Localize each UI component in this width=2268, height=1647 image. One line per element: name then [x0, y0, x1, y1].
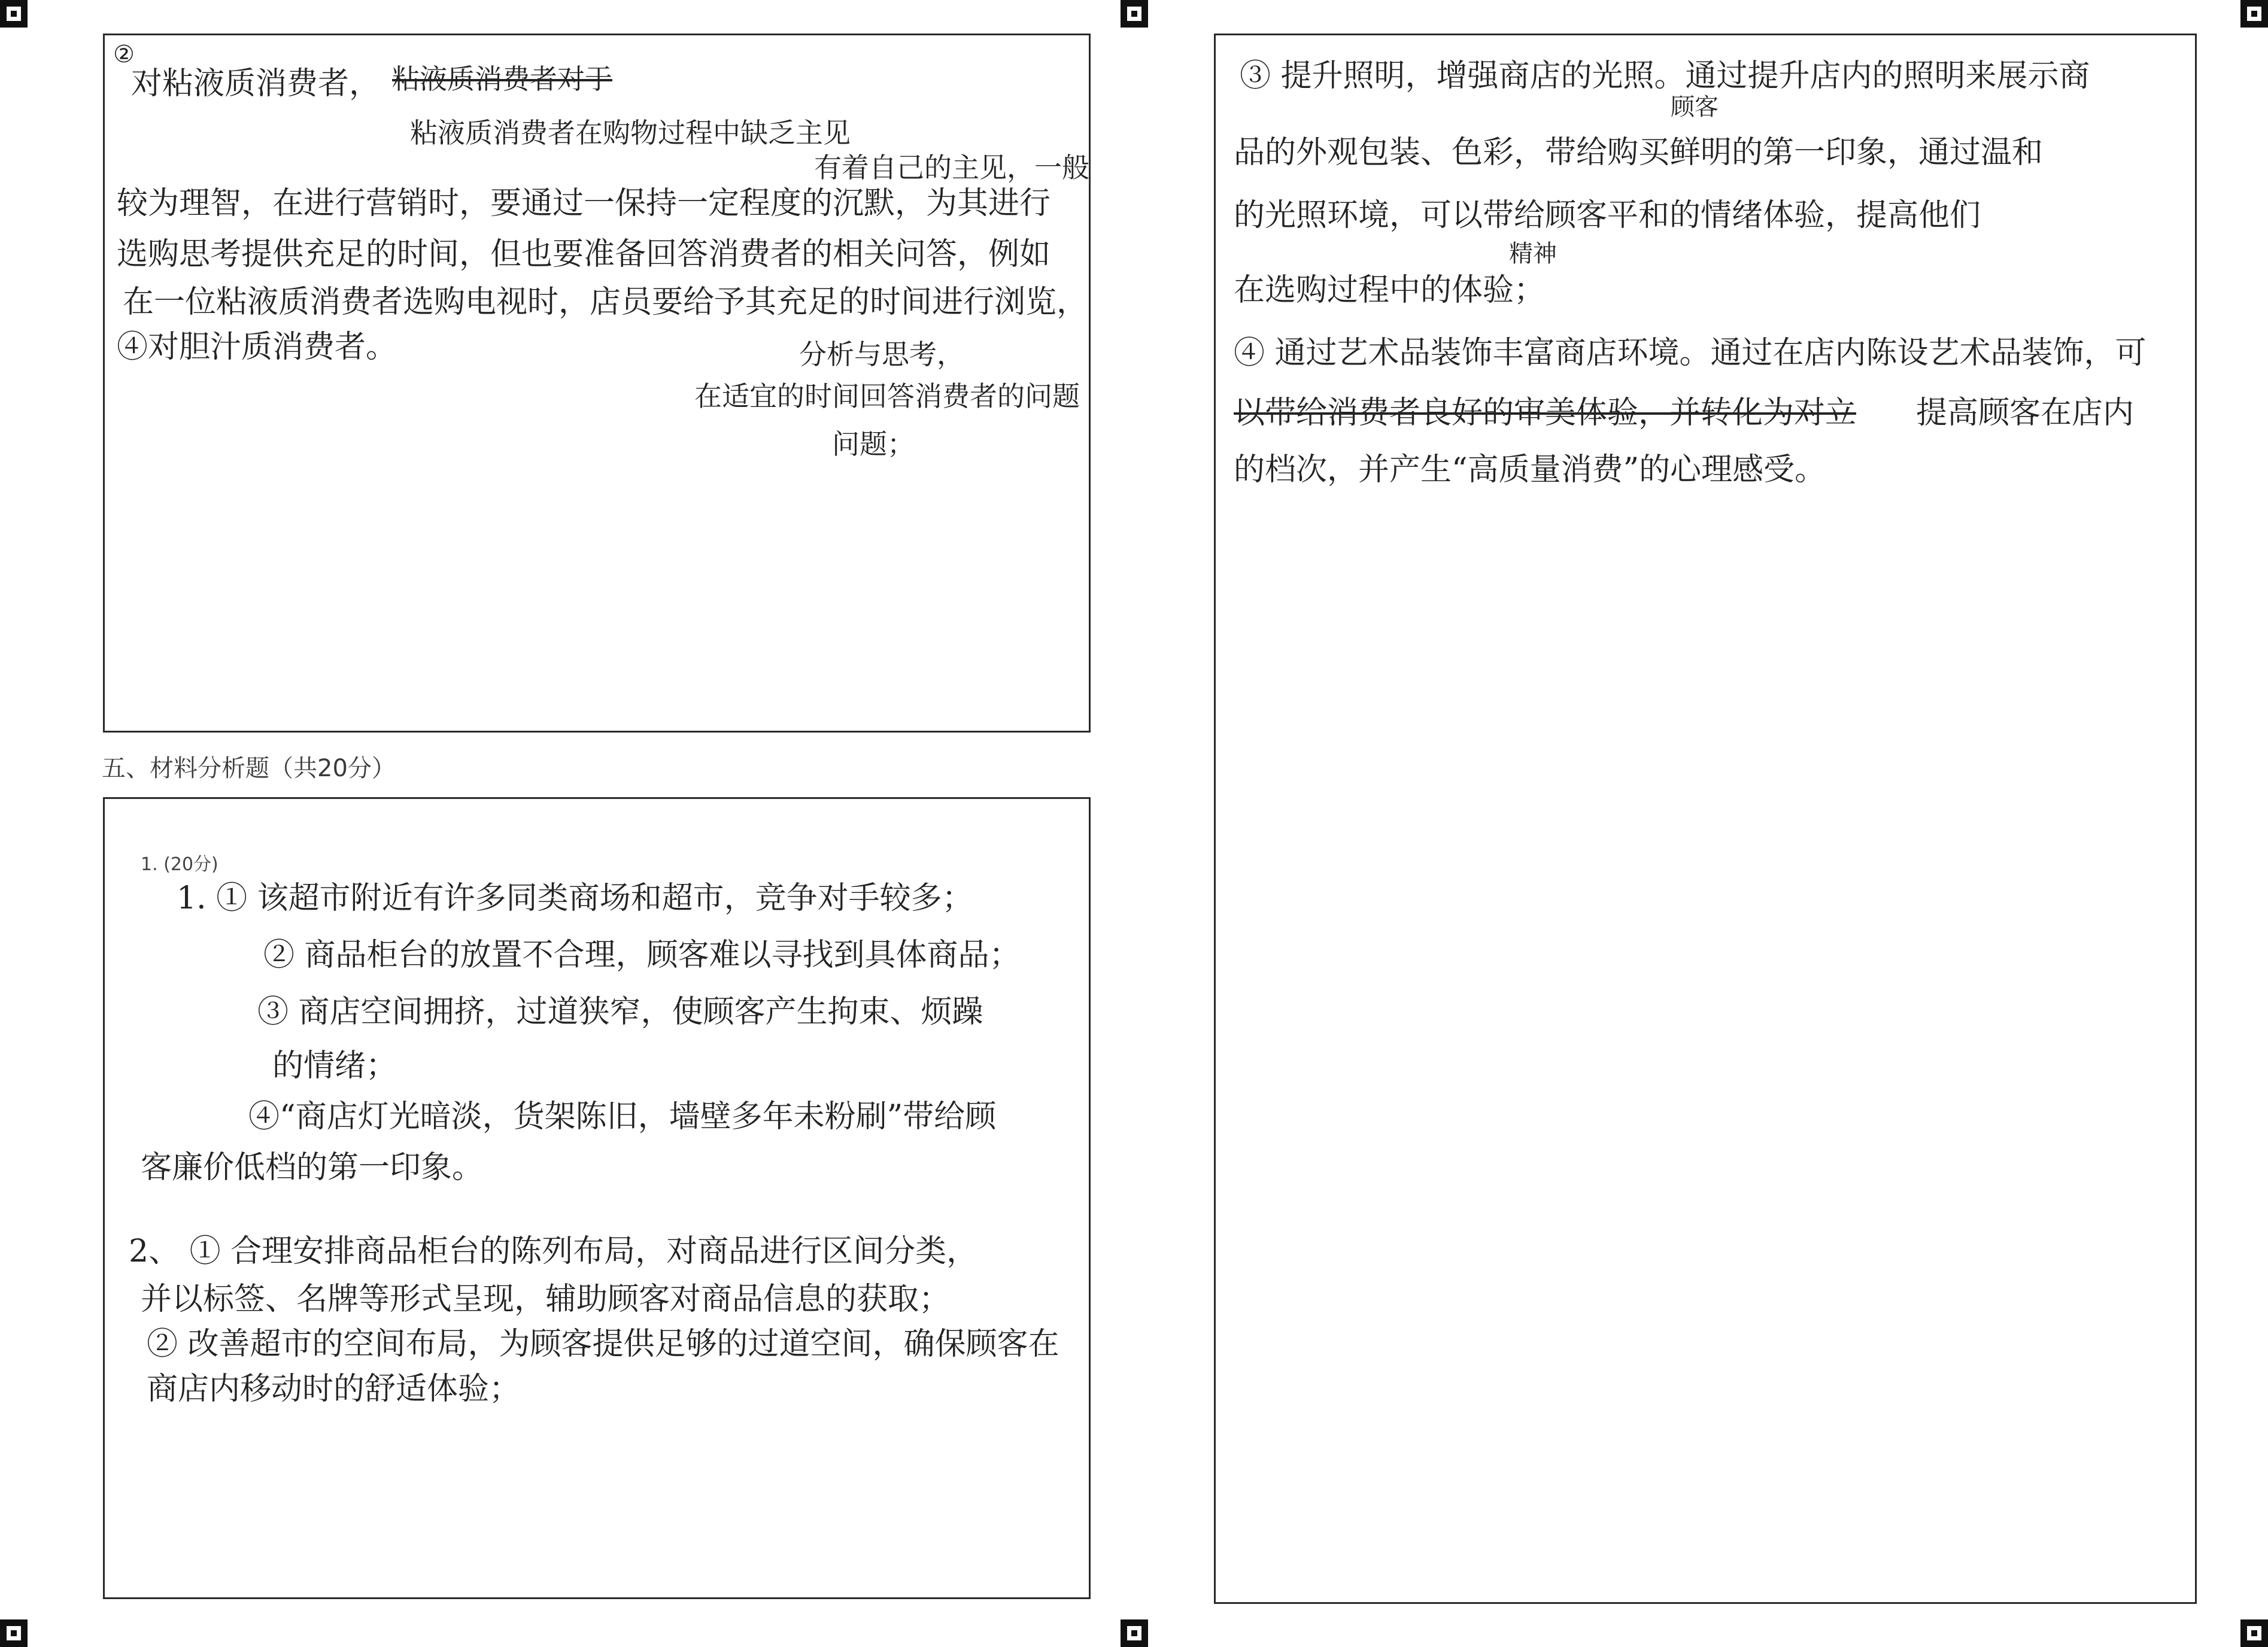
handwritten-line: 在一位粘液质消费者选购电视时，店员要给予其充足的时间进行浏览， [123, 284, 1088, 320]
handwritten-insertion: 顾客 [1671, 93, 1719, 121]
answer-box-right [1214, 34, 2197, 1604]
registration-mark [1121, 0, 1148, 28]
handwritten-line: 的情绪； [272, 1048, 397, 1084]
handwritten-line: ④对胆汁质消费者。 [117, 329, 397, 365]
handwritten-line: ③ 提升照明，增强商店的光照。通过提升店内的照明来展示商 [1240, 58, 2090, 94]
registration-mark [2240, 1619, 2268, 1647]
section-title: 五、材料分析题（共20分） [102, 755, 396, 782]
registration-mark [2240, 0, 2268, 28]
handwritten-line: 在适宜的时间回答消费者的问题 [694, 380, 1080, 412]
handwritten-line: ② 商品柜台的放置不合理，顾客难以寻找到具体商品； [263, 937, 1021, 973]
handwritten-line: 提高顾客在店内 [1916, 395, 2135, 431]
answer-box-top-left [103, 34, 1091, 733]
handwritten-line: ② [113, 41, 135, 68]
handwritten-line: 1. ① 该超市附近有许多同类商场和超市，竞争对手较多； [177, 880, 973, 916]
handwritten-line: 选购思考提供充足的时间，但也要准备回答消费者的相关问答，例如 [117, 236, 1051, 272]
handwritten-line: 分析与思考， [799, 338, 964, 370]
handwritten-line: ② 改善超市的空间布局，为顾客提供足够的过道空间，确保顾客在 [147, 1326, 1059, 1362]
handwritten-line: 客廉价低档的第一印象。 [141, 1150, 484, 1186]
handwritten-line: 商店内移动时的舒适体验； [147, 1371, 521, 1407]
answer-box-bottom-left [103, 797, 1091, 1599]
handwritten-line: 对粘液质消费者， [131, 66, 381, 102]
handwritten-line: 问题； [832, 428, 915, 460]
handwritten-line: 较为理智，在进行营销时，要通过一保持一定程度的沉默，为其进行 [117, 186, 1051, 221]
handwritten-line: 粘液质消费者在购物过程中缺乏主见 [410, 117, 851, 149]
handwritten-line: 有着自己的主见，一般 [814, 151, 1089, 184]
handwritten-line: 并以标签、名牌等形式呈现，辅助顾客对商品信息的获取； [141, 1281, 951, 1317]
handwritten-line: 的光照环境，可以带给顾客平和的情绪体验，提高他们 [1234, 197, 1981, 233]
question-number: 1. (20分) [141, 854, 218, 875]
handwritten-line: 2、 ① 合理安排商品柜台的陈列布局，对商品进行区间分类， [129, 1233, 978, 1269]
handwritten-line: 品的外观包装、色彩，带给购买鲜明的第一印象，通过温和 [1234, 135, 2044, 171]
handwritten-line-crossed: 以带给消费者良好的审美体验，并转化为对立 [1234, 395, 1857, 431]
registration-mark [1121, 1619, 1148, 1647]
handwritten-line: ④“商店灯光暗淡，货架陈旧，墙壁多年未粉刷”带给顾 [248, 1099, 997, 1135]
handwritten-line: ③ 商店空间拥挤，过道狭窄，使顾客产生拘束、烦躁 [257, 994, 983, 1030]
handwritten-line: ④ 通过艺术品装饰丰富商店环境。通过在店内陈设艺术品装饰，可 [1234, 335, 2146, 371]
handwritten-line: 的档次，并产生“高质量消费”的心理感受。 [1234, 452, 1826, 488]
handwritten-insertion: 精神 [1509, 240, 1557, 268]
handwritten-line: 在选购过程中的体验； [1234, 272, 1546, 308]
handwritten-line-crossed: 粘液质消费者对于 [392, 63, 612, 95]
registration-mark [0, 1619, 28, 1647]
registration-mark [0, 0, 28, 28]
